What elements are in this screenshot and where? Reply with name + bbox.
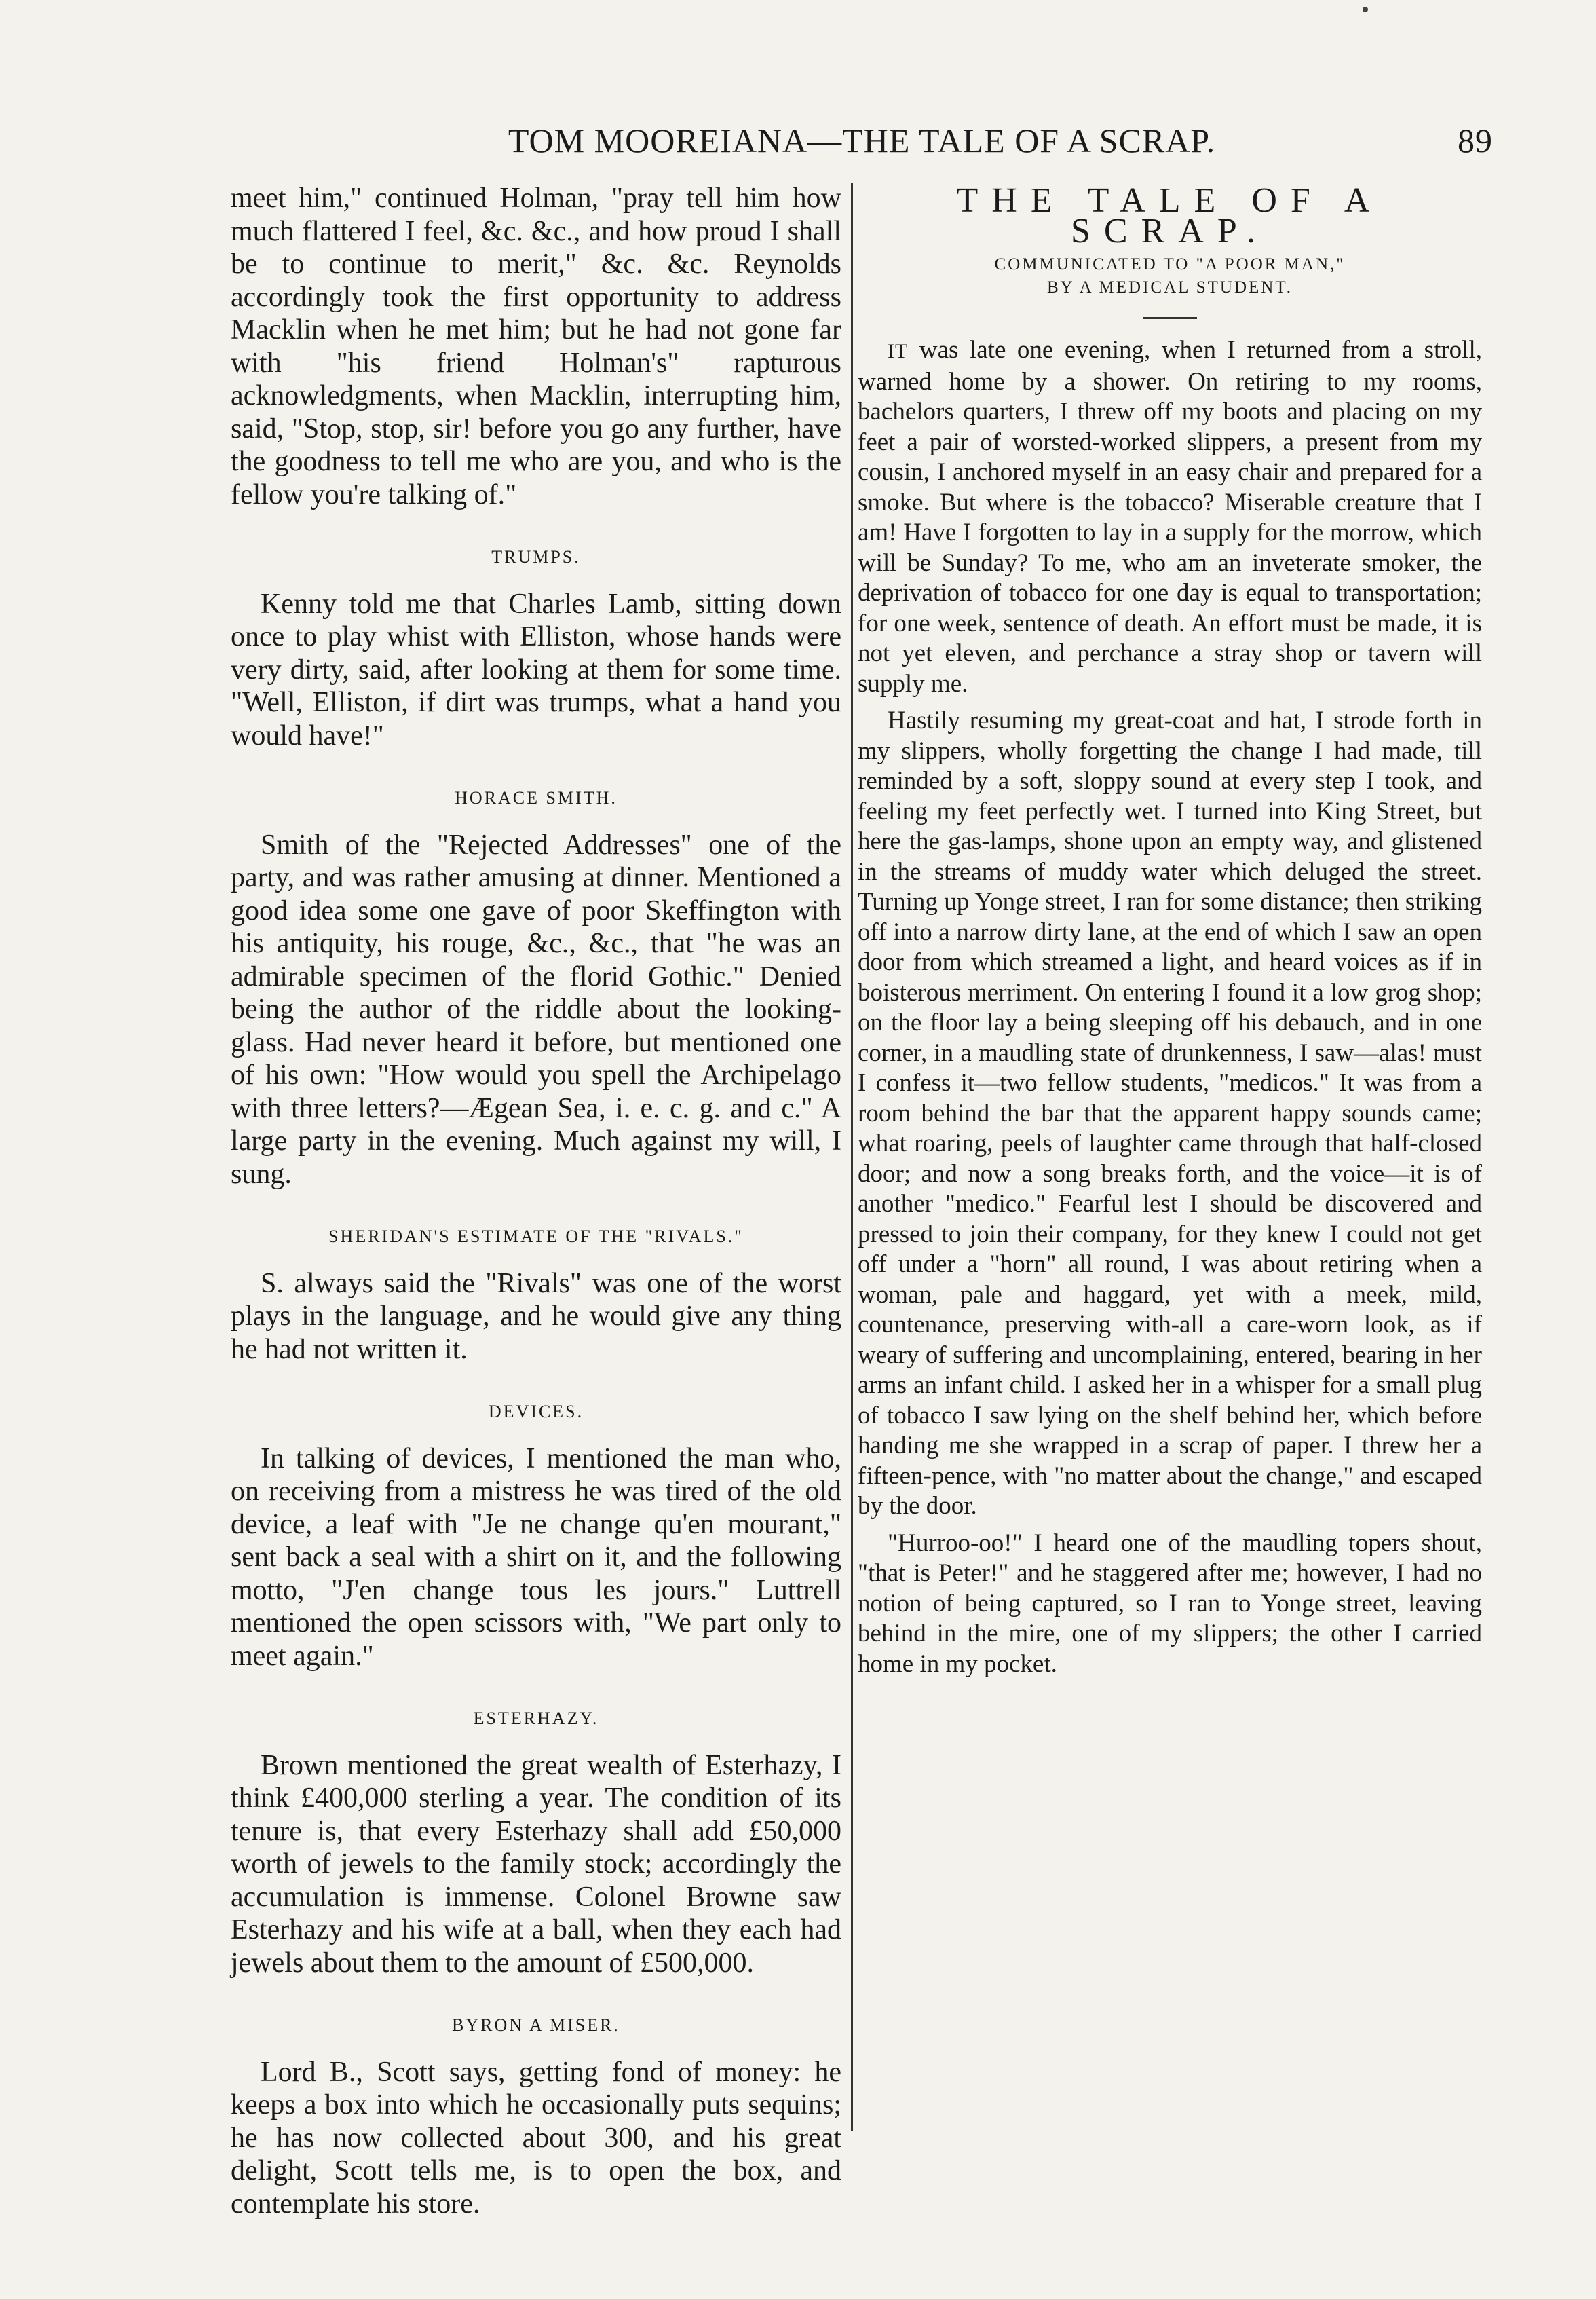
section-text-trumps: Kenny told me that Charles Lamb, sitting down once to play whist with Elliston, whose hands were very dirty, said, after looking at them for some time. "Well, Elliston, if dirt was trumps, what a hand you would have!" (231, 588, 841, 751)
paragraph-lead-word: IT (888, 340, 909, 362)
section-heading-sheridan: SHERIDAN'S ESTIMATE OF THE "RIVALS." (328, 1227, 744, 1246)
left-column (231, 182, 841, 2220)
article-paragraph-1 (858, 335, 1482, 699)
section-heading-byron: BYRON A MISER. (452, 2015, 620, 2035)
section-heading-horace-smith: HORACE SMITH. (455, 788, 618, 808)
section-text-byron: Lord B., Scott says, getting fond of money: he keeps a box into which he occasionally puts sequins; he has now collected about 300, and his great delight, Scott tells me, is to open the box, and contemplate his store. (231, 2056, 841, 2220)
running-header (231, 121, 1493, 175)
section-text-sheridan: S. always said the "Rivals" was one of the worst plays in the language, and he would give any thing he had not written it. (231, 1267, 841, 1365)
column-divider (851, 183, 853, 2131)
section-text-devices: In talking of devices, I mentioned the man who, on receiving from a mistress he was tired of the old device, a leaf with "Je ne change qu'en mourant," sent back a seal with a shirt on it, and the following motto, "J'en change tous les jours." Luttrell mentioned the open scissors with, "We part only to meet again." (231, 1442, 841, 1672)
section-heading-trumps: TRUMPS. (491, 547, 581, 567)
section-heading-esterhazy: ESTERHAZY. (473, 1708, 599, 1728)
section-heading-devices: DEVICES. (488, 1402, 584, 1421)
paragraph-1-text: was late one evening, when I returned from a stroll, warned home by a shower. On retiring to my rooms, bachelors quarters, I threw off my boots and placing on my feet a pair of worsted-worked slippers, a present from my cousin, I anchored myself in an easy chair and prepared for a smoke. But where is the tobacco? Miserable creature that I am! Have I forgotten to lay in a supply for the morrow, which will be Sunday? To me, who am an inveterate smoker, the deprivation of tobacco for one day is equal to transportation; for one week, sentence of death. An effort must be made, it is not yet eleven, and perchance a stray shop or tavern will supply me. (858, 336, 1482, 698)
title-rule (1143, 317, 1197, 319)
right-column (858, 182, 1482, 1679)
continuation-paragraph: meet him," continued Holman, "pray tell him how much flattered I feel, &c. &c., and how proud I shall be to continue to merit," &c. &c. Reynolds accordingly took the first opportunity to address Macklin when he met him; but he had not gone far with "his friend Holman's" rapturous acknowledgments, when Macklin, interrupting him, said, "Stop, stop, sir! before you go any further, have the goodness to tell me who are you, and who is the fellow you're talking of." (231, 183, 841, 510)
article-paragraph-3: "Hurroo-oo!" I heard one of the maudling topers shout, "that is Peter!" and he staggered after me; however, I had no notion of being captured, so I ran to Yonge street, leaving behind in the mire, one of my slippers; the other I carried home in my pocket. (858, 1529, 1482, 1678)
article-title: THE TALE OF A SCRAP. (956, 181, 1384, 250)
section-text-horace-smith: Smith of the "Rejected Addresses" one of the party, and was rather amusing at dinner. Mentioned a good idea some one gave of poor Skeffington with his antiquity, his rouge, &c., &c., that "he was an admirable specimen of the florid Gothic." Denied being the author of the riddle about the looking-glass. Had never heard it before, but mentioned one of his own: "How would you spell the Archipelago with three letters?—Ægean Sea, i. e. c. g. and c." A large party in the evening. Much against my will, I sung. (231, 829, 841, 1190)
subtitle-line-2: BY A MEDICAL STUDENT. (1046, 278, 1293, 297)
ink-speck (1363, 7, 1368, 12)
section-text-esterhazy: Brown mentioned the great wealth of Esterhazy, I think £400,000 sterling a year. The condition of its tenure is, that every Esterhazy shall add £50,000 worth of jewels to the family stock; accordingly the accumulation is immense. Colonel Browne saw Esterhazy and his wife at a ball, when they each had jewels about them to the amount of £500,000. (231, 1749, 841, 1979)
page-number: 89 (1458, 122, 1493, 160)
article-subtitle (858, 253, 1482, 299)
subtitle-line-1: COMMUNICATED TO "A POOR MAN," (994, 255, 1346, 274)
article-paragraph-2: Hastily resuming my great-coat and hat, I strode forth in my slippers, wholly forgetting the change I had made, till reminded by a soft, sloppy sound at every step I took, and feeling my feet perfectly wet. I turned into King Street, but here the gas-lamps, shone upon an empty way, and glistened in the streams of muddy water which deluged the street. Turning up Yonge street, I ran for some distance; then striking off into a narrow dirty lane, at the end of which I saw an open door from which streamed a light, and heard voices as if in boisterous merriment. On entering I found it a low grog shop; on the floor lay a being sleeping off his debauch, and in one corner, in a maudling state of drunkenness, I saw—alas! must I confess it—two fellow students, "medicos." It was from a room behind the bar that the apparent happy sounds came; what roaring, peels of laughter came through that half-closed door; and now a song breaks forth, and the voice—it is of another "medico." Fearful lest I should be discovered and pressed to join their company, for they knew I could not get off under a "horn" all round, I was about retiring when a woman, pale and haggard, yet with a meek, mild, countenance, preserving with-all a care-worn look, as if weary of suffering and uncomplaining, entered, bearing in her arms an infant child. I asked her in a whisper for a small plug of tobacco I saw lying on the shelf behind her, which before handing me she wrapped in a scrap of paper. I threw her a fifteen-pence, with "no matter about the change," and escaped by the door. (858, 707, 1482, 1520)
running-title: TOM MOOREIANA—THE TALE OF A SCRAP. (508, 122, 1216, 160)
